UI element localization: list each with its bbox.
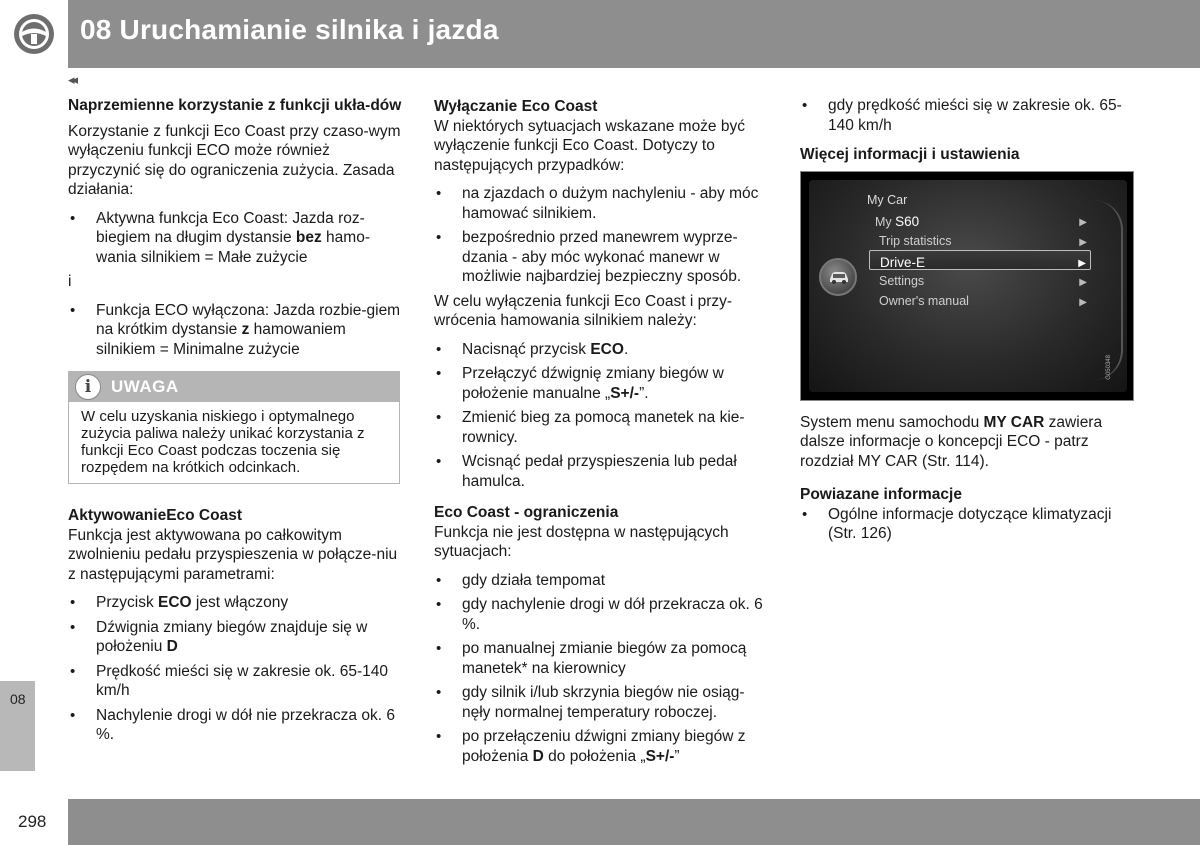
section-heading: Naprzemienne korzystanie z funkcji ukła-dów: [68, 97, 402, 114]
list-item: • Aktywna funkcja Eco Coast: Jazda roz-biegiem na długim dystansie bez hamo-wania silnikiem = Małe zużycie: [68, 209, 403, 268]
note-text: W celu uzyskania niskiego i optymalnego zużycia paliwa należy unikać korzystania z funkcji Eco Coast podczas toczenia się rozpędem na krótkich odcinkach.: [81, 408, 365, 476]
list-item: • gdy nachylenie drogi w dół przekracza ok. 6 %.: [434, 595, 769, 634]
header-icon-box: [0, 0, 68, 68]
section-heading: Eco Coast - ograniczenia: [434, 504, 619, 521]
paragraph: Funkcja jest aktywowana po całkowitym zwolnieniu pedału przyspieszenia w połącze-niu z następującymi parametrami:: [68, 526, 398, 583]
bullet-list: [434, 184, 769, 287]
list-item: • Przełączyć dźwignię zmiany biegów w położenie manualne „S+/-”.: [434, 364, 769, 403]
paragraph: System menu samochodu MY CAR zawiera dalsze informacje o koncepcji ECO - patrz rozdział MY CAR (Str. 114).: [800, 413, 1103, 470]
arrow-right-icon: ▶: [1078, 257, 1086, 269]
bullet-list: [800, 505, 1135, 544]
page-footer: [0, 799, 1200, 845]
list-item: • Nachylenie drogi w dół nie przekracza ok. 6 %.: [68, 706, 403, 745]
mycar-screen-image: [800, 171, 1134, 401]
chapter-title: 08 Uruchamianie silnika i jazda: [80, 14, 499, 45]
list-item: • Dźwignia zmiany biegów znajduje się w położeniu D: [68, 618, 403, 657]
chapter-tab-label: 08: [10, 691, 26, 707]
list-item: • Prędkość mieści się w zakresie ok. 65-140 km/h: [68, 662, 403, 701]
image-code: G050348: [1105, 354, 1112, 380]
list-item: • Przycisk ECO jest włączony: [68, 593, 403, 613]
car-icon: [819, 258, 857, 296]
list-item: • Wcisnąć pedał przyspieszenia lub pedał hamulca.: [434, 452, 769, 491]
list-item: • bezpośrednio przed manewrem wyprze-dzania - aby móc wykonać manewr w możliwie najbardziej bezpieczny sposób.: [434, 228, 769, 287]
bullet-list: [434, 340, 769, 492]
arrow-right-icon: ▶: [1079, 236, 1087, 248]
info-icon: i: [75, 374, 101, 400]
paragraph: Funkcja nie jest dostępna w następujących sytuacjach:: [434, 523, 729, 560]
menu-item-owners-manual: Owner's manual ▶: [869, 290, 1091, 310]
column-1: [68, 96, 403, 750]
note-header: [69, 372, 399, 402]
chapter-tab: [0, 681, 35, 771]
column-2: [434, 97, 769, 771]
menu-item-drive-e: Drive-E ▶: [869, 250, 1091, 270]
list-item: • po przełączeniu dźwigni zmiany biegów z położenia D do położenia „S+/-”: [434, 727, 769, 766]
paragraph: i: [68, 273, 72, 290]
screen-arc-decoration: [1093, 200, 1123, 380]
arrow-right-icon: ▶: [1079, 216, 1087, 228]
list-item: • gdy działa tempomat: [434, 571, 769, 591]
arrow-right-icon: ▶: [1079, 276, 1087, 288]
bullet-list: [800, 96, 1135, 135]
page-number: 298: [18, 812, 47, 831]
section-heading: AktywowanieEco Coast: [68, 507, 242, 524]
bullet-list: [68, 301, 403, 360]
list-item: • gdy prędkość mieści się w zakresie ok. 65-140 km/h: [800, 96, 1135, 135]
column-3: [800, 96, 1135, 549]
bullet-list: [434, 571, 769, 767]
note-title: UWAGA: [111, 377, 179, 396]
paragraph: W celu wyłączenia funkcji Eco Coast i przy-wrócenia hamowania silnikiem należy:: [434, 292, 733, 329]
section-heading: Więcej informacji i ustawienia: [800, 146, 1020, 163]
list-item: • Funkcja ECO wyłączona: Jazda rozbie-giem na krótkim dystansie z hamowaniem silnikiem = Minimalne zużycie: [68, 301, 403, 360]
steering-wheel-icon: [12, 12, 56, 56]
section-heading: Wyłączanie Eco Coast: [434, 98, 598, 115]
arrow-right-icon: ▶: [1079, 296, 1087, 308]
list-item: • Zmienić bieg za pomocą manetek na kie-rownicy.: [434, 408, 769, 447]
list-item: • na zjazdach o dużym nachyleniu - aby móc hamować silnikiem.: [434, 184, 769, 223]
menu-item-trip-statistics: Trip statistics ▶: [869, 230, 1091, 250]
bullet-list: [68, 209, 403, 268]
menu-item-my-s60: My S60 ▶: [869, 210, 1091, 230]
screen-display: [809, 180, 1127, 392]
menu-item-settings: Settings ▶: [869, 270, 1091, 290]
paragraph: Korzystanie z funkcji Eco Coast przy czaso-wym wyłączeniu funkcji ECO może również przyczynić się do ograniczenia zużycia. Zasada działania:: [68, 122, 401, 198]
screen-title: My Car: [867, 192, 908, 207]
section-heading: Powiazane informacje: [800, 486, 962, 503]
paragraph: W niektórych sytuacjach wskazane może być wyłączenie funkcji Eco Coast. Dotyczy to następujących przypadków:: [434, 117, 745, 174]
note-box: [68, 371, 400, 484]
list-item: • po manualnej zmianie biegów za pomocą manetek* na kierownicy: [434, 639, 769, 678]
back-nav-icon[interactable]: ◂◂: [68, 72, 76, 87]
list-item: • Ogólne informacje dotyczące klimatyzacji (Str. 126): [800, 505, 1135, 544]
bullet-list: [68, 593, 403, 745]
list-item: • Nacisnąć przycisk ECO.: [434, 340, 769, 360]
list-item: • gdy silnik i/lub skrzynia biegów nie osiąg-nęły normalnej temperatury roboczej.: [434, 683, 769, 722]
